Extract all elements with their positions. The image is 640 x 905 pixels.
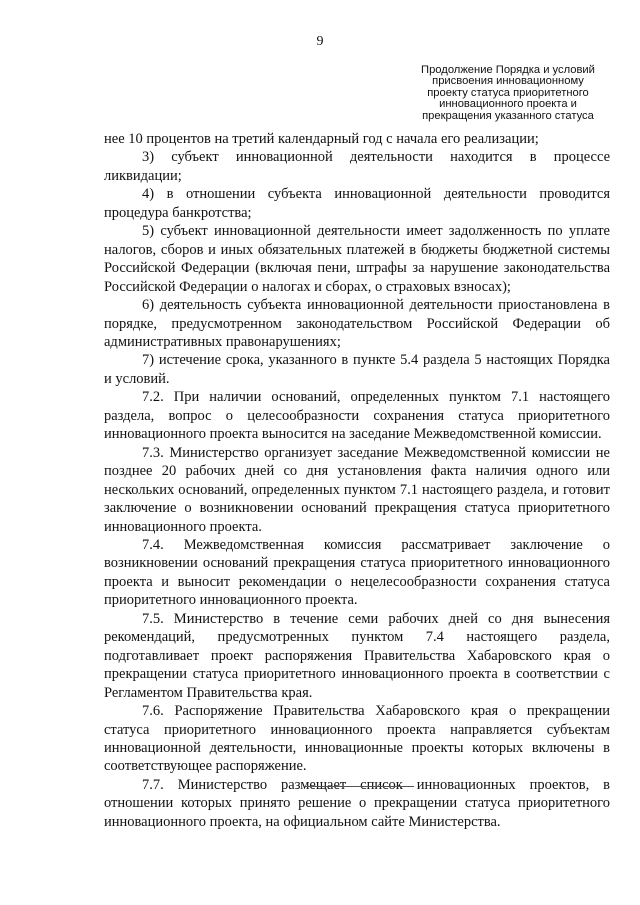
header-line: Продолжение Порядка и условий [421,64,595,76]
paragraph: 3) субъект инновационной деятельности находится в процессе ликвидации; [104,149,610,184]
paragraph: нее 10 процентов на третий календарный год с начала его реализации; [104,131,539,147]
paragraph: 7.7. Министерство размещает список инновационных проектов, в отношении которых принято решение о прекращении статуса приоритетного инновационного проекта, на официальном сайте Министерства. [104,776,610,830]
running-header [392,65,624,122]
paragraph: 7.4. Межведомственная комиссия рассматривает заключение о возникновении оснований прекращения статуса приоритетного инновационного проекта и выносит рекомендации о нецелесообразности сохранения статуса приоритетного инновационного проекта. [104,536,610,609]
header-line: инновационного проекта и [439,98,577,111]
header-line: присвоения инновационному [432,75,584,88]
document-body [104,130,610,831]
paragraph: 7.2. При наличии оснований, определенных пунктом 7.1 настоящего раздела, вопрос о целесообразности сохранения статуса приоритетного инновационного проекта выносится на заседание Межведомственной комиссии. [104,389,610,443]
page-number: 9 [316,34,324,49]
paragraph: 5) субъект инновационной деятельности имеет задолженность по уплате налогов, сборов и иных обязательных платежей в бюджеты бюджетной системы Российской Федерации (включая пени, штрафы за нарушение законодательства Российской Федерации о налогах и сборах, о страховых взносах); [104,223,610,295]
paragraph: 4) в отношении субъекта инновационной деятельности проводится процедура банкротства; [104,186,610,221]
paragraph: 6) деятельность субъекта инновационной деятельности приостановлена в порядке, предусмотренном законодательством Российской Федерации об административных правонарушениях; [104,297,610,350]
header-line: проекту статуса приоритетного [427,86,589,99]
end-divider [304,786,414,787]
header-line: прекращения указанного статуса [422,109,594,122]
paragraph: 7.3. Министерство организует заседание Межведомственной комиссии не позднее 20 рабочих дней со дня установления факта наличия одного или нескольких оснований, определенных пунктом 7.1 настоящего раздела, и готовит заключение о возникновении оснований прекращения статуса приоритетного инновационного проекта. [104,444,610,535]
paragraph: 7.6. Распоряжение Правительства Хабаровского края о прекращении статуса приоритетного инновационного проекта направляется субъектам инновационной деятельности, инновационные проекты которых включены в соответствующее распоряжение. [104,703,610,775]
paragraph: 7.5. Министерство в течение семи рабочих дней со дня вынесения рекомендаций, предусмотренных пунктом 7.4 настоящего раздела, подготавливает проект распоряжения Правительства Хабаровского края о прекращении статуса приоритетного инновационного проекта в соответствии с Регламентом Правительства края. [104,610,610,701]
paragraph: 7) истечение срока, указанного в пункте 5.4 раздела 5 настоящих Порядка и условий. [104,352,610,387]
